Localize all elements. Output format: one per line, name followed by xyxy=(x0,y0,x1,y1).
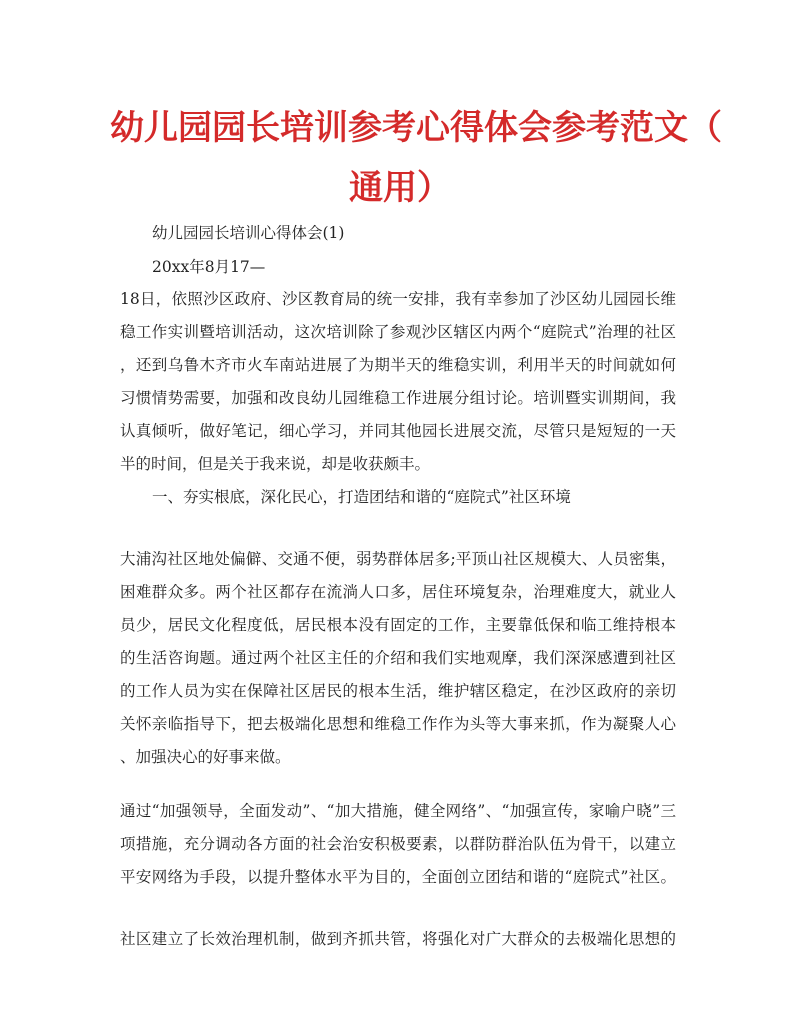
paragraph-3-line: 平安网络为手段，以提升整体水平为目的，全面创立团结和谐的“庭院式”社区。 xyxy=(120,868,676,886)
document-title-line-2: 通用） xyxy=(349,168,451,208)
paragraph-2-line: 困难群众多。两个社区都存在流淌人口多，居住环境复杂，治理难度大，就业人 xyxy=(120,583,676,601)
paragraph-2-line: 大浦沟社区地处偏僻、交通不便，弱势群体居多;平顶山社区规模大、人员密集， xyxy=(120,550,676,568)
article-subtitle: 幼儿园园长培训心得体会(1) xyxy=(152,224,345,242)
article-date: 20xx年8月17— xyxy=(152,258,266,276)
paragraph-2-line: 关怀亲临指导下，把去极端化思想和维稳工作作为头等大事来抓，作为凝聚人心 xyxy=(120,715,676,733)
paragraph-1-line: 习惯情势需要，加强和改良幼儿园维稳工作进展分组讨论。培训暨实训期间，我 xyxy=(120,389,676,407)
paragraph-4-line: 社区建立了长效治理机制，做到齐抓共管，将强化对广大群众的去极端化思想的 xyxy=(120,930,676,948)
paragraph-2-line: 、加强决心的好事来做。 xyxy=(120,748,291,766)
paragraph-1-line: 认真倾听，做好笔记，细心学习，并同其他园长进展交流，尽管只是短短的一天 xyxy=(120,422,676,440)
paragraph-1-line: ，还到乌鲁木齐市火车南站进展了为期半天的维稳实训，利用半天的时间就如何 xyxy=(120,356,676,374)
paragraph-1-line: 18日，依照沙区政府、沙区教育局的统一安排，我有幸参加了沙区幼儿园园长维 xyxy=(120,290,676,308)
paragraph-2-line: 员少，居民文化程度低，居民根本没有固定的工作，主要靠低保和临工维持根本 xyxy=(120,616,676,634)
paragraph-3-line: 项措施，充分调动各方面的社会治安积极要素，以群防群治队伍为骨干，以建立 xyxy=(120,835,676,853)
paragraph-2-line: 的生活咨询题。通过两个社区主任的介绍和我们实地观摩，我们深深感遭到社区 xyxy=(120,649,676,667)
section-1-heading: 一、夯实根底，深化民心，打造团结和谐的“庭院式”社区环境 xyxy=(152,488,571,506)
paragraph-1-line: 稳工作实训暨培训活动，这次培训除了参观沙区辖区内两个“庭院式”治理的社区 xyxy=(120,323,676,341)
paragraph-3-line: 通过“加强领导，全面发动”、“加大措施，健全网络”、“加强宣传，家喻户晓”三 xyxy=(120,802,676,820)
paragraph-1-line: 半的时间，但是关于我来说，却是收获颇丰。 xyxy=(120,455,431,473)
paragraph-2-line: 的工作人员为实在保障社区居民的根本生活，维护辖区稳定，在沙区政府的亲切 xyxy=(120,682,676,700)
document-title-line-1: 幼儿园园长培训参考心得体会参考范文（ xyxy=(110,108,722,148)
